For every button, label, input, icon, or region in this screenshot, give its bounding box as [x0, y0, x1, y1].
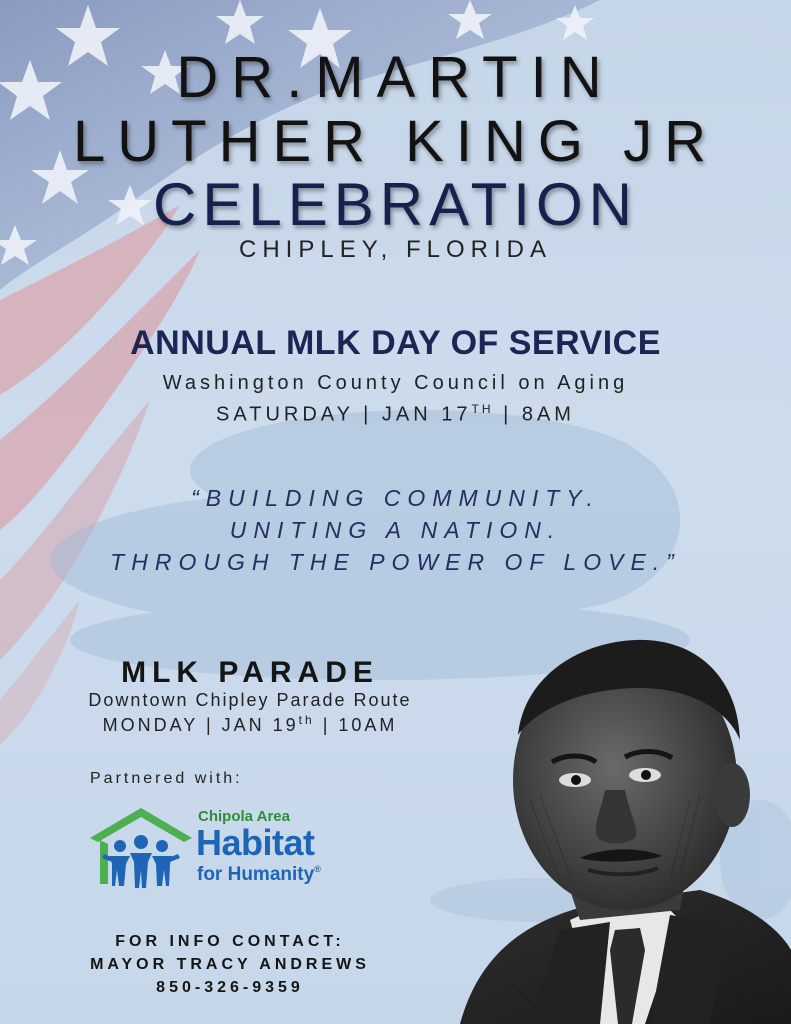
contact-heading: FOR INFO CONTACT:	[115, 933, 345, 950]
logo-chipola-area: Chipola Area	[198, 808, 290, 825]
service-date-main: SATURDAY | JAN 17	[216, 403, 472, 426]
logo-habitat: Habitat	[196, 822, 315, 863]
service-heading: ANNUAL MLK DAY OF SERVICE	[130, 324, 661, 362]
registered-mark: ®	[314, 864, 321, 874]
mlk-portrait-illustration	[440, 630, 791, 1024]
service-date-time: | 8AM	[493, 403, 575, 426]
title-line-3: CELEBRATION	[153, 171, 638, 238]
habitat-house-icon	[86, 804, 196, 894]
quote-line-2: UNITING A NATION.	[229, 517, 562, 543]
service-organizer: Washington County Council on Aging	[162, 372, 629, 394]
parade-route: Downtown Chipley Parade Route	[88, 690, 412, 710]
partner-label: Partnered with:	[90, 770, 243, 787]
service-date	[0, 402, 791, 427]
parade-date-main: MONDAY | JAN 19	[102, 715, 299, 735]
habitat-logo	[86, 800, 346, 900]
contact-name: MAYOR TRACY ANDREWS	[90, 956, 370, 973]
parade-date	[0, 713, 500, 736]
contact-phone: 850-326-9359	[156, 979, 304, 996]
service-date-suffix: TH	[471, 402, 494, 416]
parade-date-suffix: th	[298, 713, 315, 727]
logo-for-humanity	[197, 864, 321, 886]
title-line-2: LUTHER KING JR	[73, 109, 718, 174]
quote-line-1: “BUILDING COMMUNITY.	[191, 485, 600, 511]
quote-line-3: THROUGH THE POWER OF LOVE.”	[110, 549, 681, 575]
parade-heading: MLK PARADE	[121, 656, 379, 689]
title-line-1: DR.MARTIN	[176, 45, 615, 110]
location-text: CHIPLEY, FLORIDA	[239, 236, 552, 263]
logo-for-humanity-text: for Humanity	[197, 864, 315, 885]
parade-date-time: | 10AM	[314, 715, 398, 735]
